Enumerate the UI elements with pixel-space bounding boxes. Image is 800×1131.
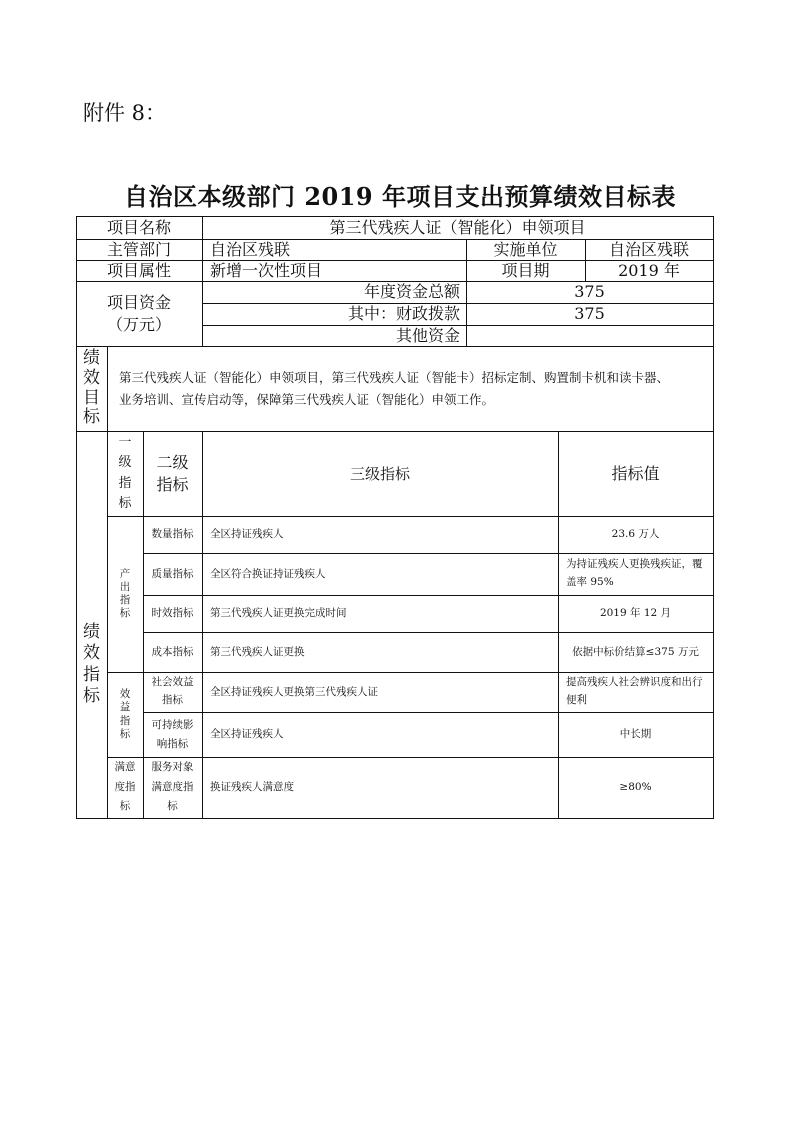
cost-indicator-label: 成本指标 [151,645,194,658]
goal-text-line: 业务培训、宣传启动等，保障第三代残疾人证（智能化）申领工作。 [119,391,495,407]
fiscal-label: 其中：财政拨款 [347,304,460,324]
group-label-char: 指 [119,714,131,727]
group-label-line: 标 [119,800,131,813]
value-line: 为持证残疾人更换残疾证，覆 [566,558,703,571]
value-line: 盖率 95% [566,576,614,588]
service-satisfaction-indicator-value: ≥80% [619,781,652,794]
goal-text [107,346,713,431]
satisfaction-indicators-label [107,757,143,818]
goal-text-line: 第三代残疾人证（智能化）申领项目，第三代残疾人证（智能卡）招标定制、购置制卡机和读卡器、 [119,369,670,385]
group-label-char: 效 [119,688,131,701]
dept-value: 自治区残联 [210,239,291,259]
fiscal-value: 375 [574,304,605,324]
attr-label: 项目属性 [106,260,171,280]
quality-indicator-detail: 全区符合换证持证残疾人 [210,567,326,580]
level2-header-line: 指标 [156,474,189,494]
social-benefit-indicator-value [558,672,713,712]
value-line: 提高残疾人社会辨识度和出行 [566,676,703,689]
level3-header: 三级指标 [349,464,410,483]
impl-label: 实施单位 [493,239,558,259]
level2-line: 满意度指 [151,780,194,793]
level2-line: 标 [167,800,178,813]
level2-line: 可持续影 [151,719,194,732]
annual-label: 年度资金总额 [363,282,460,302]
group-label-char: 指 [119,594,131,606]
period-label: 项目期 [501,260,550,280]
funds-label [76,281,202,346]
cost-indicator-detail: 第三代残疾人证更换 [210,645,305,658]
funds-label-line2: （万元） [106,314,171,334]
quality-indicator-label: 质量指标 [151,567,194,580]
group-label-char: 出 [119,580,131,593]
quantity-indicator-value: 23.6 万人 [611,528,660,541]
level2-header [143,431,202,516]
quantity-indicator-detail: 全区持证残疾人 [210,528,284,541]
group-label-char: 产 [119,567,131,580]
period-value: 2019 年 [618,260,680,280]
level1-header-char: 级 [118,455,132,471]
timeliness-indicator-value: 2019 年 12 月 [599,607,672,620]
group-label-line: 满意 [114,761,136,774]
service-satisfaction-indicator-label [143,757,202,818]
cost-indicator-value: 依据中标价结算≤375 万元 [572,645,699,658]
level1-header-char: 指 [118,475,132,491]
attachment-label: 附件 8： [83,101,167,125]
quantity-indicator-label: 数量指标 [151,528,194,541]
group-label-line: 度指 [114,780,136,793]
level2-header-line: 二级 [156,452,189,472]
goal-label [76,346,107,431]
indicators-label [76,431,107,818]
annual-value: 375 [574,282,605,302]
level1-header-char: 标 [118,495,132,511]
level2-line: 响指标 [156,737,189,750]
indicators-label-char: 标 [83,685,100,706]
level1-header-char: 一 [118,435,132,451]
document-title: 自治区本级部门 2019 年项目支出预算绩效目标表 [123,182,676,211]
social-benefit-indicator-detail: 全区持证残疾人更换第三代残疾人证 [210,685,378,698]
output-indicators-label [107,516,143,672]
goal-label-char: 标 [83,407,100,428]
level2-line: 指标 [162,694,183,706]
other-label: 其他资金 [395,325,460,345]
group-label-char: 益 [119,701,131,714]
service-satisfaction-indicator-detail: 换证残疾人满意度 [210,781,294,794]
group-label-char: 标 [119,607,131,620]
funds-label-line1: 项目资金 [106,292,171,312]
benefit-indicators-label [107,672,143,757]
level2-line: 社会效益 [151,676,194,689]
other-value [466,325,713,346]
impl-value: 自治区残联 [608,239,689,259]
project-name-value: 第三代残疾人证（智能化）申领项目 [329,217,586,237]
indicators-label-char: 指 [83,664,100,685]
goal-label-char: 绩 [83,348,100,369]
social-benefit-indicator-label [143,672,202,712]
attr-value: 新增一次性项目 [210,260,323,280]
goal-label-char: 目 [83,387,100,408]
quality-indicator-value [558,553,713,595]
project-name-label: 项目名称 [106,217,171,237]
timeliness-indicator-detail: 第三代残疾人证更换完成时间 [210,607,347,620]
value-line: 便利 [566,694,587,706]
sustainability-indicator-value: 中长期 [619,728,652,741]
indicators-label-char: 绩 [83,622,100,642]
level1-header [107,431,143,516]
timeliness-indicator-label: 时效指标 [151,607,194,620]
sustainability-indicator-detail: 全区持证残疾人 [210,728,284,741]
group-label-char: 标 [119,727,131,740]
level2-line: 服务对象 [151,761,194,774]
dept-label: 主管部门 [106,239,171,259]
indicators-label-char: 效 [83,643,100,664]
value-header: 指标值 [611,463,660,483]
goal-label-char: 效 [83,367,100,388]
sustainability-indicator-label [143,712,202,757]
